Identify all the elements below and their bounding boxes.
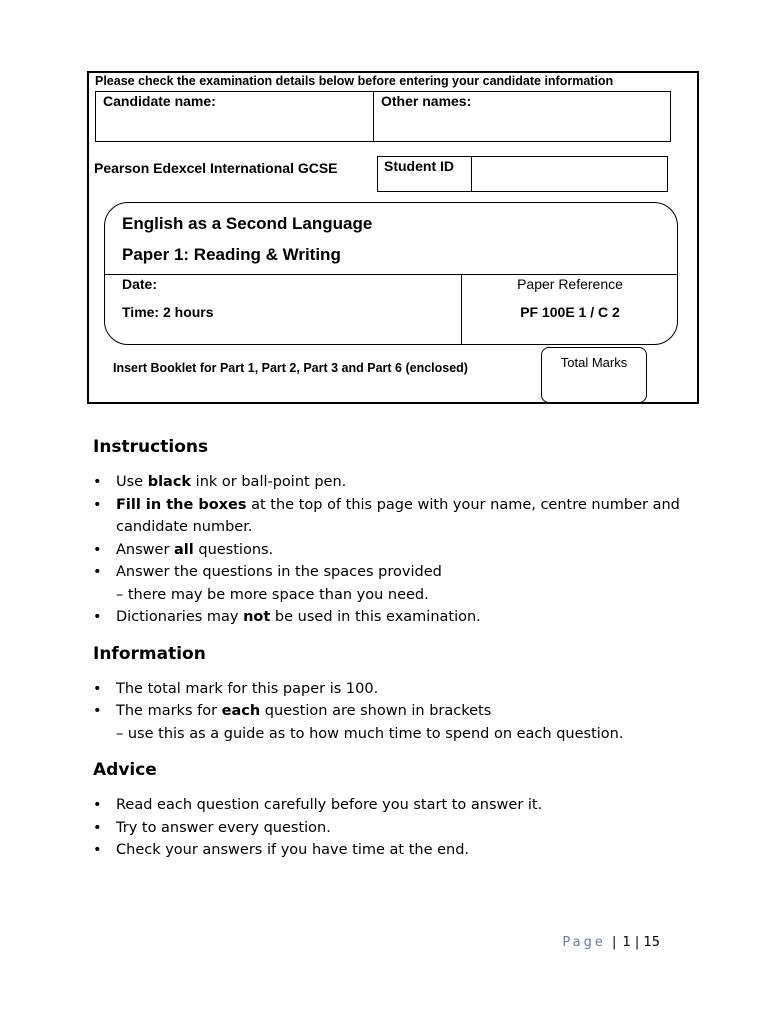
advice-heading: Advice	[93, 760, 157, 780]
current-page-number: 1	[622, 935, 631, 950]
item-emphasis: Fill in the boxes	[116, 496, 247, 513]
page-footer	[560, 935, 660, 950]
item-text-rest: ink or ball-point pen.	[191, 474, 347, 490]
bullet-glyph: •	[93, 564, 102, 580]
list-item	[93, 471, 723, 494]
list-item	[93, 839, 723, 862]
item-text: Read each question carefully before you start to answer it.	[116, 797, 543, 813]
item-emphasis: black	[147, 474, 192, 490]
paper-reference-code: PF 100E 1 / C 2	[520, 304, 620, 320]
information-list	[93, 678, 723, 746]
page-word: Page	[562, 935, 606, 950]
paper-title: Paper 1: Reading & Writing	[122, 245, 341, 264]
instructions-list	[93, 471, 723, 629]
bullet-glyph: •	[93, 541, 102, 558]
list-item	[93, 700, 723, 745]
item-continuation: – there may be more space than you need.	[116, 586, 429, 603]
page-separator-2: |	[634, 935, 640, 950]
total-pages: 15	[643, 935, 660, 950]
paper-reference-label: Paper Reference	[517, 276, 623, 292]
instructions-heading: Instructions	[93, 437, 209, 457]
date-label: Date:	[122, 276, 158, 292]
bullet-glyph: •	[93, 496, 102, 513]
bullet-glyph: •	[93, 609, 102, 625]
check-notice: Please check the examination details below before entering your candidate information	[95, 74, 614, 88]
item-text-rest: at the top of this page with your name, centre number and	[246, 496, 680, 513]
paper-box-divider	[105, 274, 677, 275]
bullet-glyph: •	[93, 797, 102, 813]
exam-guidance	[93, 434, 723, 862]
bullet-glyph: •	[93, 819, 102, 836]
candidate-details-frame	[87, 71, 699, 404]
item-text: Dictionaries may	[116, 609, 244, 625]
information-heading: Information	[93, 643, 206, 664]
subject-title: English as a Second Language	[122, 214, 373, 233]
bullet-glyph: •	[93, 680, 102, 697]
other-names-field[interactable]	[374, 92, 670, 141]
item-text: The total mark for this paper is 100.	[116, 680, 379, 697]
item-emphasis: all	[174, 541, 194, 558]
item-text: Check your answers if you have time at the end.	[116, 842, 470, 858]
item-text-rest: questions.	[193, 541, 274, 558]
bullet-glyph: •	[93, 474, 102, 490]
advice-list	[93, 794, 723, 862]
item-text: Try to answer every question.	[116, 819, 331, 836]
other-names-label: Other names:	[381, 93, 472, 109]
candidate-name-box	[95, 91, 671, 142]
bullet-glyph: •	[93, 703, 102, 719]
item-text: Answer	[116, 541, 175, 558]
list-item	[93, 678, 723, 701]
item-text: Answer the questions in the spaces provided	[116, 564, 442, 580]
candidate-name-field[interactable]	[96, 92, 374, 141]
item-text: Use	[116, 474, 148, 490]
item-text: The marks for	[116, 703, 222, 719]
list-item	[93, 561, 723, 606]
qualification-title: Pearson Edexcel International GCSE	[94, 160, 338, 176]
candidate-name-label: Candidate name:	[103, 93, 216, 109]
list-item	[93, 817, 723, 840]
item-continuation: – use this as a guide as to how much time to spend on each question.	[116, 725, 624, 742]
paper-details-box	[104, 202, 678, 345]
page-separator: |	[611, 935, 617, 950]
total-marks-box[interactable]	[541, 347, 647, 403]
list-item	[93, 494, 723, 539]
insert-booklet-note: Insert Booklet for Part 1, Part 2, Part 3 and Part 6 (enclosed)	[113, 361, 468, 375]
time-label: Time: 2 hours	[122, 304, 214, 320]
item-emphasis: each	[221, 703, 261, 719]
total-marks-label: Total Marks	[560, 355, 628, 370]
item-continuation: candidate number.	[116, 519, 253, 535]
list-item	[93, 794, 723, 817]
student-id-label-cell	[378, 157, 472, 191]
bullet-glyph: •	[93, 842, 102, 858]
list-item	[93, 539, 723, 562]
item-emphasis: not	[243, 609, 271, 625]
student-id-field[interactable]	[472, 157, 667, 191]
student-id-label: Student ID	[384, 158, 454, 174]
item-text-rest: question are shown in brackets	[260, 703, 492, 719]
item-text-rest: be used in this examination.	[270, 609, 481, 625]
list-item	[93, 606, 723, 629]
student-id-box	[377, 156, 668, 192]
